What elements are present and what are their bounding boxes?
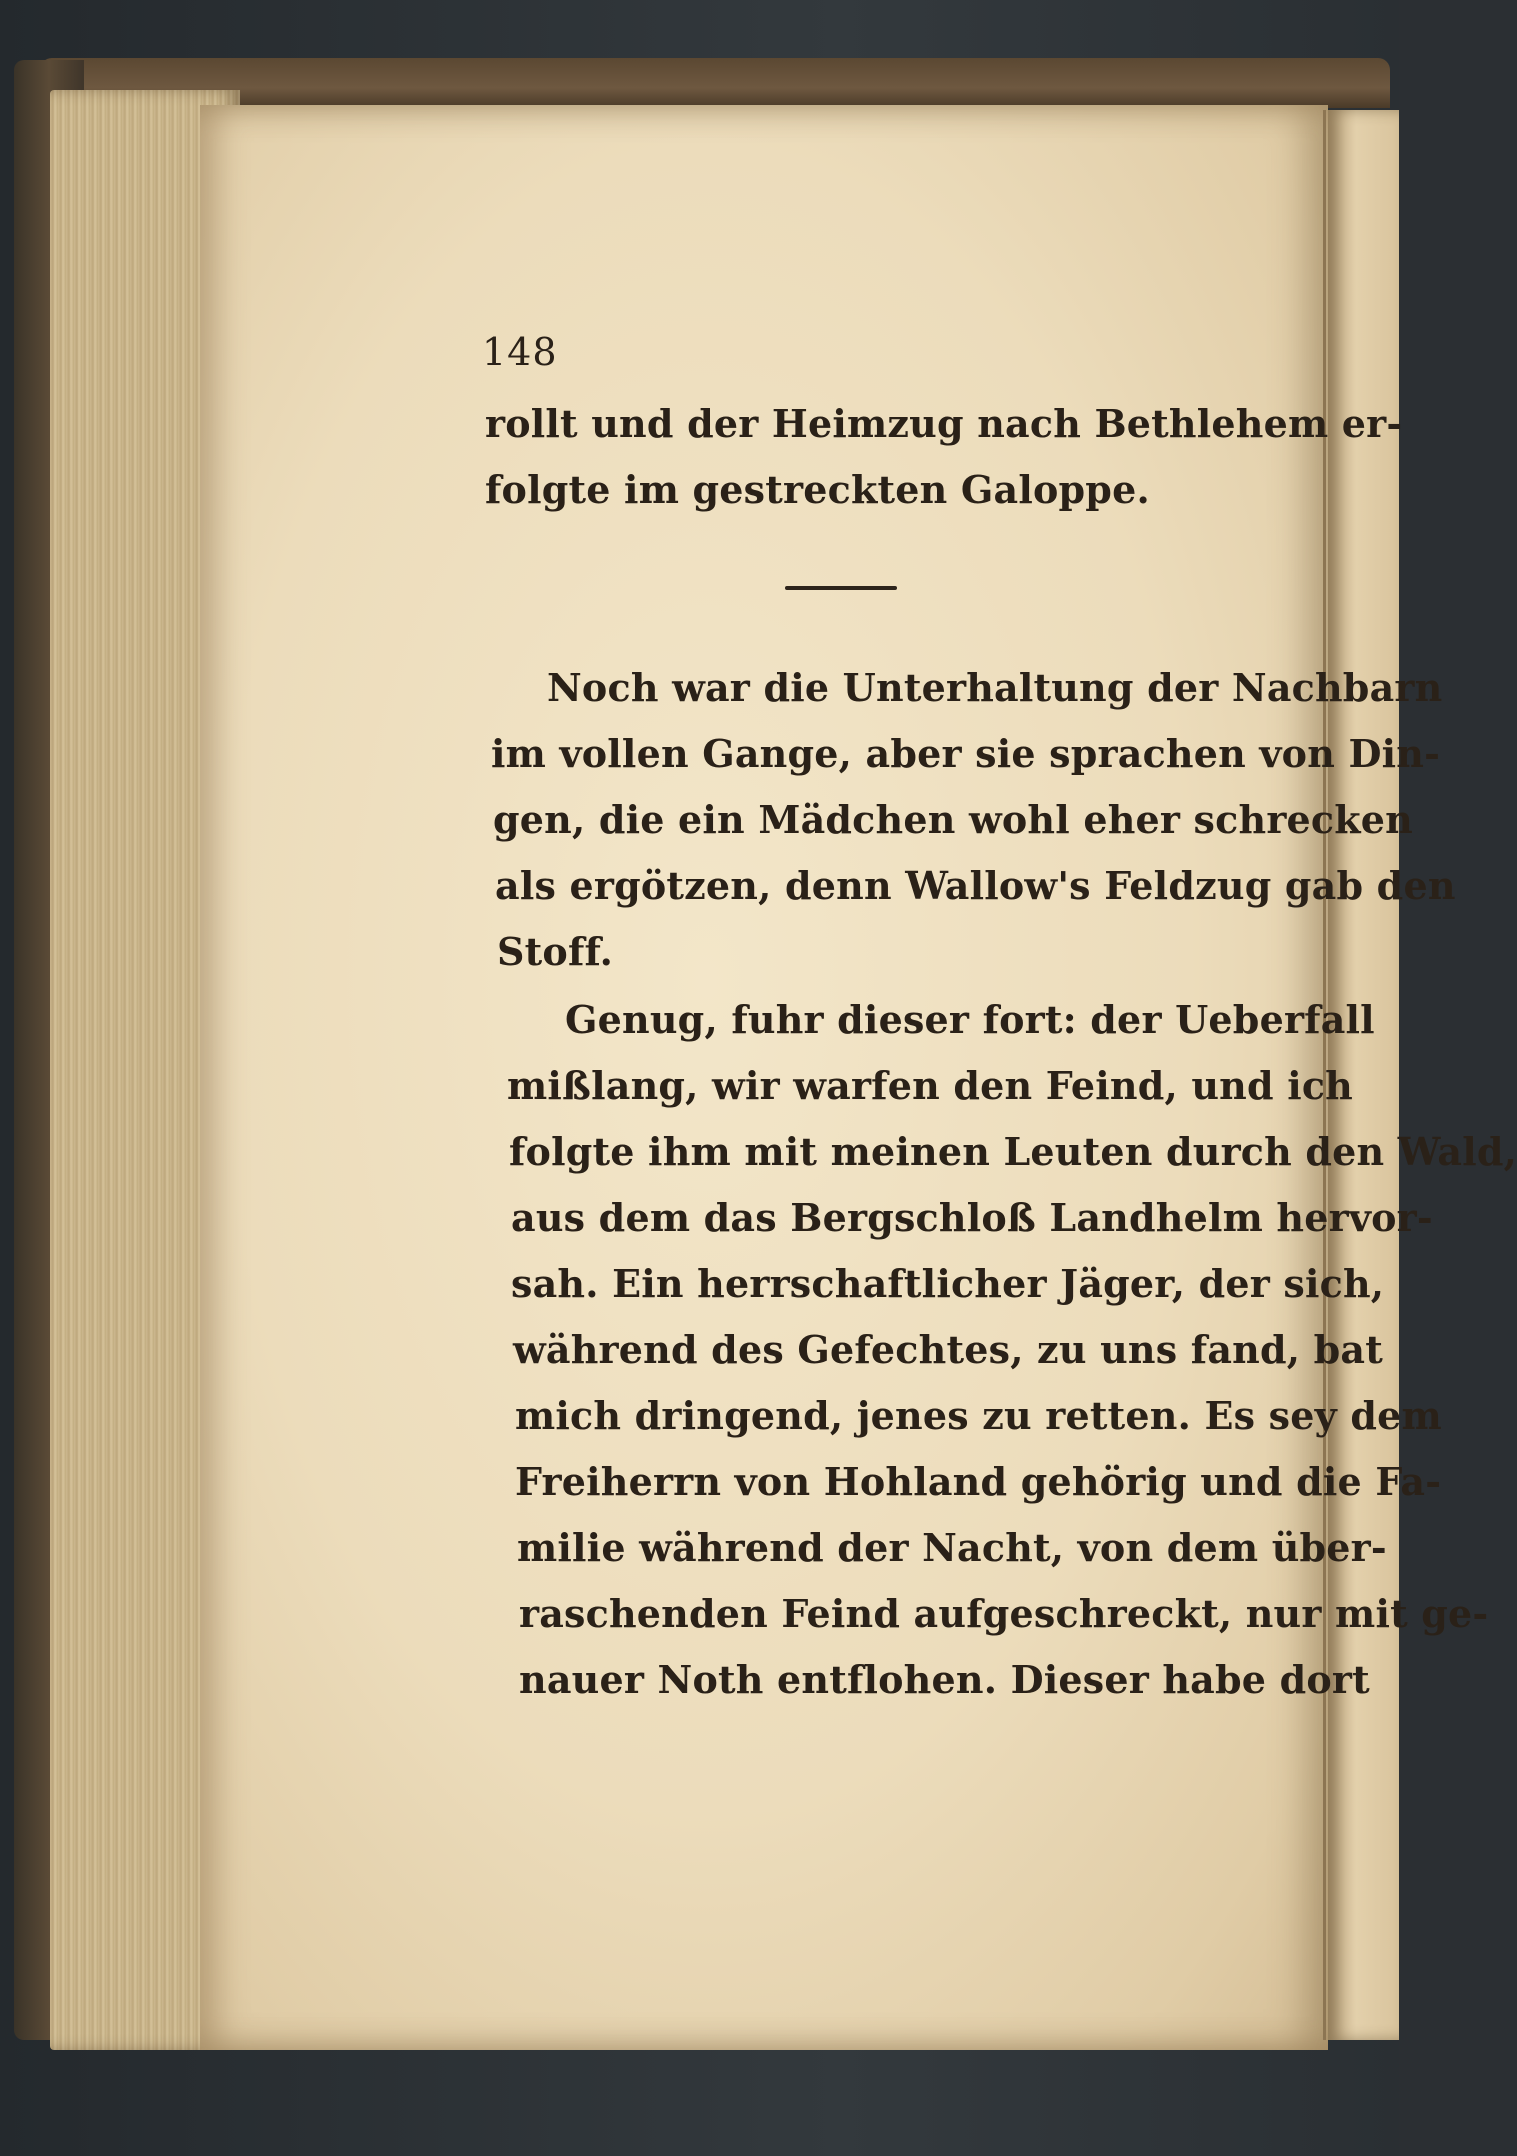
text-line: während des Gefechtes, zu uns fand, bat	[513, 1327, 1383, 1372]
text-line: raschenden Feind aufgeschreckt, nur mit ge-	[519, 1591, 1489, 1636]
text-line: nauer Noth entflohen. Dieser habe dort	[519, 1657, 1370, 1702]
text-line: gen, die ein Mädchen wohl eher schrecken	[493, 797, 1413, 842]
text-line: als ergötzen, denn Wallow's Feldzug gab den	[495, 863, 1456, 908]
text-line: im vollen Gange, aber sie sprachen von Din-	[491, 731, 1441, 776]
text-line: Stoff.	[497, 929, 614, 974]
book-cover-top	[40, 58, 1390, 108]
text-line: Genug, fuhr dieser fort: der Ueberfall	[565, 997, 1375, 1042]
text-line: folgte ihm mit meinen Leuten durch den Wald,	[509, 1129, 1517, 1174]
text-line: sah. Ein herrschaftlicher Jäger, der sich,	[511, 1261, 1385, 1306]
text-line: milie während der Nacht, von dem über-	[517, 1525, 1387, 1570]
text-line: rollt und der Heimzug nach Bethlehem er-	[485, 401, 1403, 446]
text-line: aus dem das Bergschloß Landhelm hervor-	[511, 1195, 1433, 1240]
text-line: Noch war die Unterhaltung der Nachbarn	[547, 665, 1443, 710]
text-line: mißlang, wir warfen den Feind, und ich	[507, 1063, 1353, 1108]
text-line: Freiherrn von Hohland gehörig und die Fa-	[515, 1459, 1442, 1504]
text-line: mich dringend, jenes zu retten. Es sey dem	[515, 1393, 1442, 1438]
section-divider	[785, 586, 897, 590]
text-line: folgte im gestreckten Galoppe.	[485, 467, 1150, 512]
page-number: 148	[482, 330, 558, 374]
